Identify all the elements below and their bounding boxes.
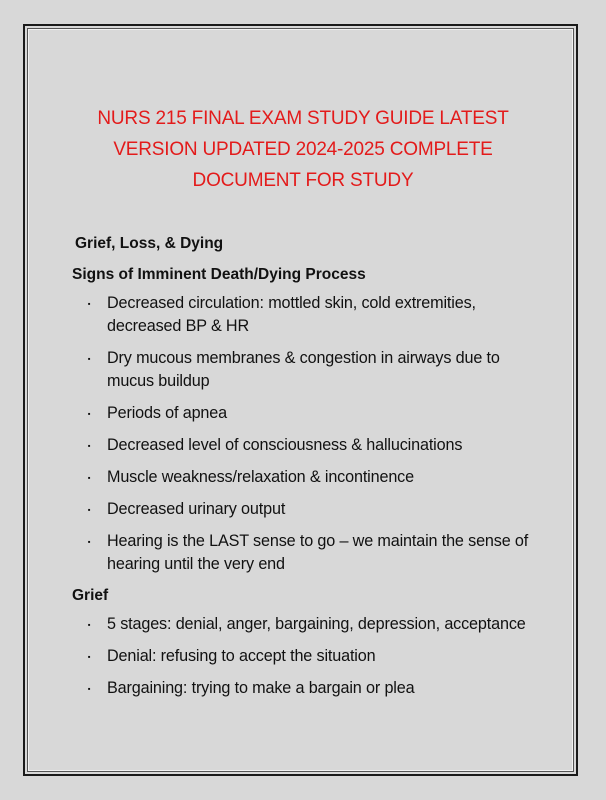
list-item: ■ Decreased circulation: mottled skin, cold extremities, decreased BP & HR [72, 292, 542, 338]
bullet-icon [88, 530, 90, 553]
list-item: ■ Denial: refusing to accept the situation [72, 645, 542, 668]
bullet-icon [88, 402, 90, 425]
bullet-icon [88, 677, 90, 700]
bullet-icon [88, 498, 90, 521]
bullet-icon [88, 292, 90, 315]
list-item: ■ Muscle weakness/relaxation & incontinence [72, 466, 542, 489]
subsection-heading-signs: Signs of Imminent Death/Dying Process [72, 266, 366, 283]
document-title [0, 103, 606, 196]
title-line: NURS 215 FINAL EXAM STUDY GUIDE LATEST [97, 108, 509, 129]
bullet-icon [88, 466, 90, 489]
document-body [72, 233, 542, 709]
section-heading: Grief, Loss, & Dying [75, 235, 224, 252]
list-item: ■ Hearing is the LAST sense to go – we maintain the sense of hearing until the very end [72, 530, 542, 576]
grief-list [72, 613, 542, 700]
signs-list [72, 292, 542, 576]
list-item: ■ Periods of apnea [72, 402, 542, 425]
list-item: ■ Dry mucous membranes & congestion in airways due to mucus buildup [72, 347, 542, 393]
bullet-icon [88, 347, 90, 370]
bullet-icon [88, 645, 90, 668]
list-item: ■ 5 stages: denial, anger, bargaining, depression, acceptance [72, 613, 542, 636]
title-line: DOCUMENT FOR STUDY [192, 170, 414, 191]
title-line: VERSION UPDATED 2024-2025 COMPLETE [113, 139, 493, 160]
list-item: ■ Decreased urinary output [72, 498, 542, 521]
bullet-icon [88, 434, 90, 457]
list-item: ■ Decreased level of consciousness & hallucinations [72, 434, 542, 457]
subsection-heading-grief: Grief [72, 587, 109, 604]
list-item: ■ Bargaining: trying to make a bargain or plea [72, 677, 542, 700]
bullet-icon [88, 613, 90, 636]
